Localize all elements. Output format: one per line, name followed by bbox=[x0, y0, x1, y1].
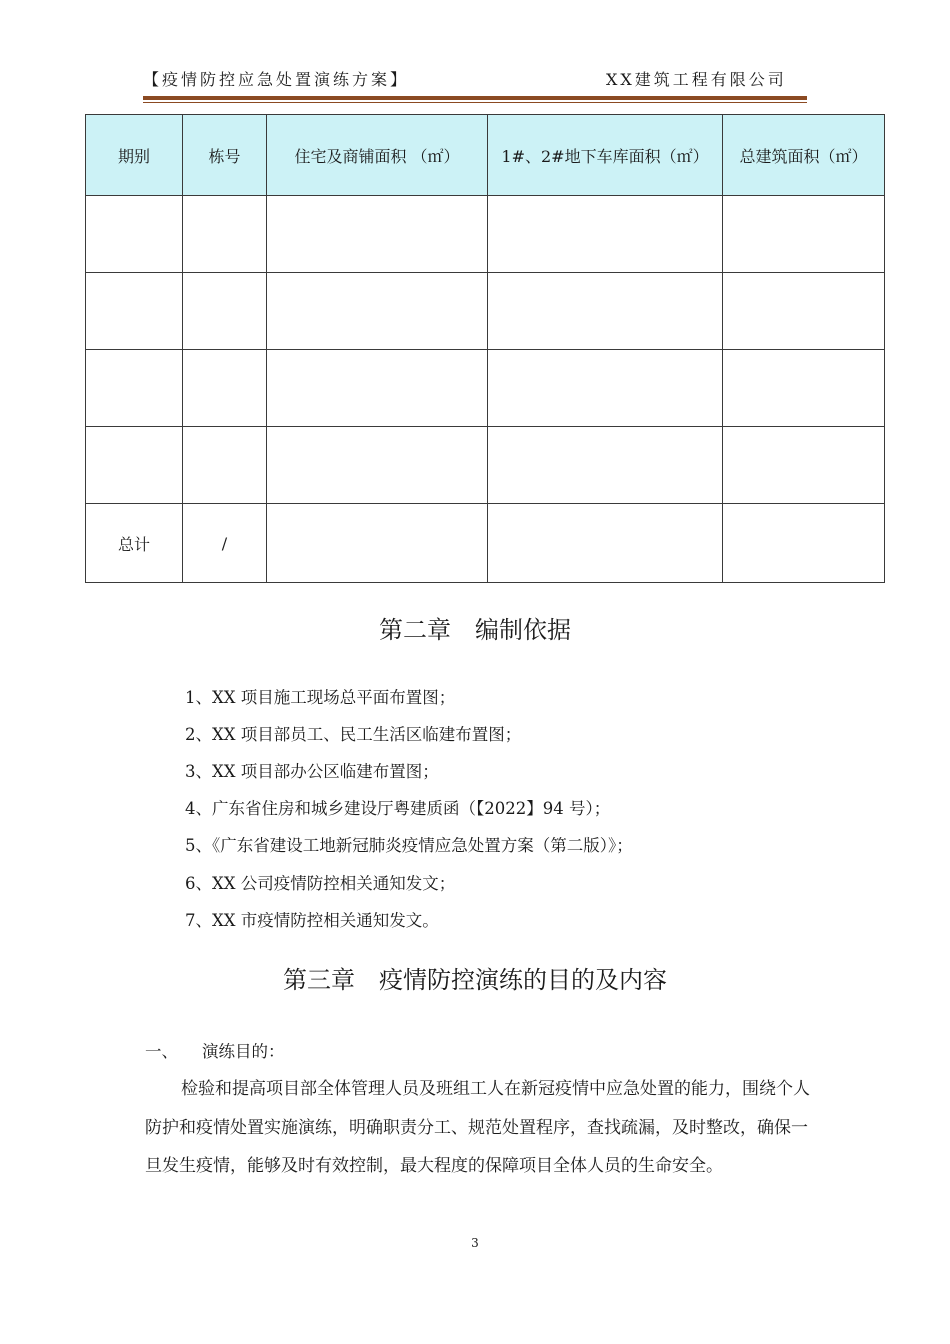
table-cell bbox=[183, 196, 267, 273]
header-company-name: XX建筑工程有限公司 bbox=[606, 70, 787, 89]
col-header-total-area: 总建筑面积（㎡） bbox=[723, 115, 885, 196]
table-cell bbox=[488, 504, 723, 583]
table-cell bbox=[488, 273, 723, 350]
table-cell bbox=[488, 350, 723, 427]
list-item: 3、XX 项目部办公区临建布置图； bbox=[185, 762, 439, 781]
table-cell bbox=[723, 273, 885, 350]
table-cell bbox=[488, 427, 723, 504]
list-item: 6、XX 公司疫情防控相关通知发文； bbox=[185, 874, 456, 893]
paragraph-text: 检验和提高项目部全体管理人员及班组工人在新冠疫情中应急处置的能力，围绕个人防护和疫情处置实施演练，明确职责分工、规范处置程序，查找疏漏，及时整改，确保一旦发生疫情，能够及时有效控制，最大程度的保障项目全体人员的生命安全。 bbox=[145, 1079, 810, 1176]
table-row bbox=[86, 196, 885, 273]
list-item: 7、XX 市疫情防控相关通知发文。 bbox=[185, 911, 439, 930]
table-cell bbox=[86, 273, 183, 350]
table-header-row bbox=[86, 115, 885, 196]
list-item: 5、《广东省建设工地新冠肺炎疫情应急处置方案（第二版）》； bbox=[185, 836, 633, 855]
table-cell bbox=[183, 273, 267, 350]
section-heading bbox=[145, 1038, 285, 1062]
col-header-phase: 期别 bbox=[86, 115, 183, 196]
total-label-cell: 总计 bbox=[86, 504, 183, 583]
col-header-building: 栋号 bbox=[183, 115, 267, 196]
table-cell bbox=[488, 196, 723, 273]
chapter-2-title: 第二章 编制依据 bbox=[379, 616, 571, 644]
table-cell bbox=[723, 504, 885, 583]
table-cell bbox=[183, 350, 267, 427]
section-paragraph bbox=[145, 1070, 817, 1186]
col-header-garage-area: 1#、2#地下车库面积（㎡） bbox=[488, 115, 723, 196]
table-cell bbox=[86, 350, 183, 427]
table-cell bbox=[267, 504, 488, 583]
list-item: 4、广东省住房和城乡建设厅粤建质函（【2022】94 号）； bbox=[185, 799, 611, 818]
table-total-row bbox=[86, 504, 885, 583]
chapter-3-title: 第三章 疫情防控演练的目的及内容 bbox=[283, 966, 667, 994]
page-number: 3 bbox=[471, 1236, 479, 1250]
table-row bbox=[86, 273, 885, 350]
section-title: 演练目的： bbox=[202, 1042, 285, 1061]
list-item: 1、XX 项目施工现场总平面布置图； bbox=[185, 688, 456, 707]
table-cell bbox=[267, 196, 488, 273]
table-cell bbox=[267, 427, 488, 504]
total-building-cell: / bbox=[183, 504, 267, 583]
col-header-residential-area: 住宅及商铺面积 （㎡） bbox=[267, 115, 488, 196]
table-cell bbox=[723, 350, 885, 427]
table-cell bbox=[183, 427, 267, 504]
header-doc-title: 【疫情防控应急处置演练方案】 bbox=[143, 70, 410, 89]
table-cell bbox=[86, 427, 183, 504]
table-cell bbox=[723, 427, 885, 504]
table-row bbox=[86, 427, 885, 504]
area-table bbox=[85, 114, 885, 583]
table-row bbox=[86, 350, 885, 427]
table-cell bbox=[267, 273, 488, 350]
table-cell bbox=[723, 196, 885, 273]
header-rule-thin bbox=[143, 102, 807, 103]
table-cell bbox=[86, 196, 183, 273]
list-item: 2、XX 项目部员工、民工生活区临建布置图； bbox=[185, 725, 522, 744]
header-rule-thick bbox=[143, 96, 807, 100]
table-cell bbox=[267, 350, 488, 427]
section-number: 一、 bbox=[145, 1042, 178, 1061]
